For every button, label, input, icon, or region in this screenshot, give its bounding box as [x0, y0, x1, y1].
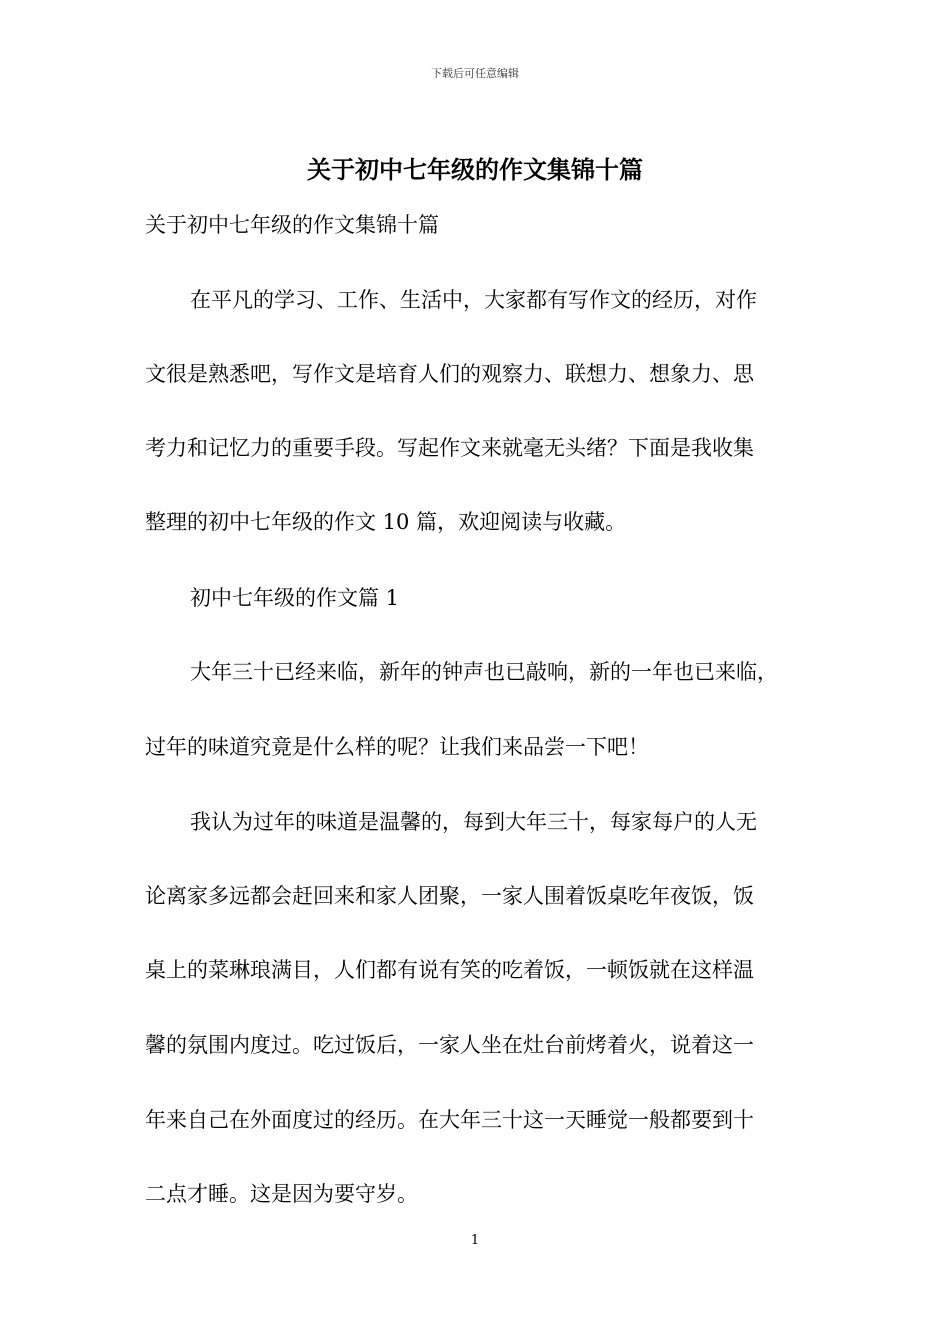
- page-header: 下载后可任意编辑: [431, 67, 519, 80]
- paragraph-line: 年来自己在外面度过的经历。在大年三十这一天睡觉一般都要到十: [145, 1108, 754, 1132]
- page-number: 1: [470, 1233, 480, 1248]
- intro-line: 整理的初中七年级的作文 10 篇，欢迎阅读与收藏。: [145, 510, 627, 534]
- section-heading: 初中七年级的作文篇 1: [190, 586, 400, 610]
- document-title: 关于初中七年级的作文集锦十篇: [307, 155, 643, 184]
- intro-line: 考力和记忆力的重要手段。写起作文来就毫无头绪？下面是我收集: [145, 436, 754, 460]
- paragraph-line: 二点才睡。这是因为要守岁。: [145, 1182, 418, 1206]
- intro-line: 文很是熟悉吧，写作文是培育人们的观察力、联想力、想象力、思: [145, 362, 754, 386]
- paragraph-line: 大年三十已经来临，新年的钟声也已敲响，新的一年也已来临，: [190, 660, 778, 684]
- paragraph-line: 过年的味道究竟是什么样的呢？让我们来品尝一下吧！: [145, 735, 649, 759]
- paragraph-line: 馨的氛围内度过。吃过饭后，一家人坐在灶台前烤着火，说着这一: [145, 1033, 754, 1057]
- paragraph-line: 论离家多远都会赶回来和家人团聚，一家人围着饭桌吃年夜饭，饭: [145, 884, 754, 908]
- paragraph-line: 桌上的菜琳琅满目，人们都有说有笑的吃着饭，一顿饭就在这样温: [145, 958, 754, 982]
- intro-line: 在平凡的学习、工作、生活中，大家都有写作文的经历，对作: [190, 288, 757, 312]
- document-subtitle: 关于初中七年级的作文集锦十篇: [145, 213, 439, 237]
- paragraph-line: 我认为过年的味道是温馨的，每到大年三十，每家每户的人无: [190, 810, 757, 834]
